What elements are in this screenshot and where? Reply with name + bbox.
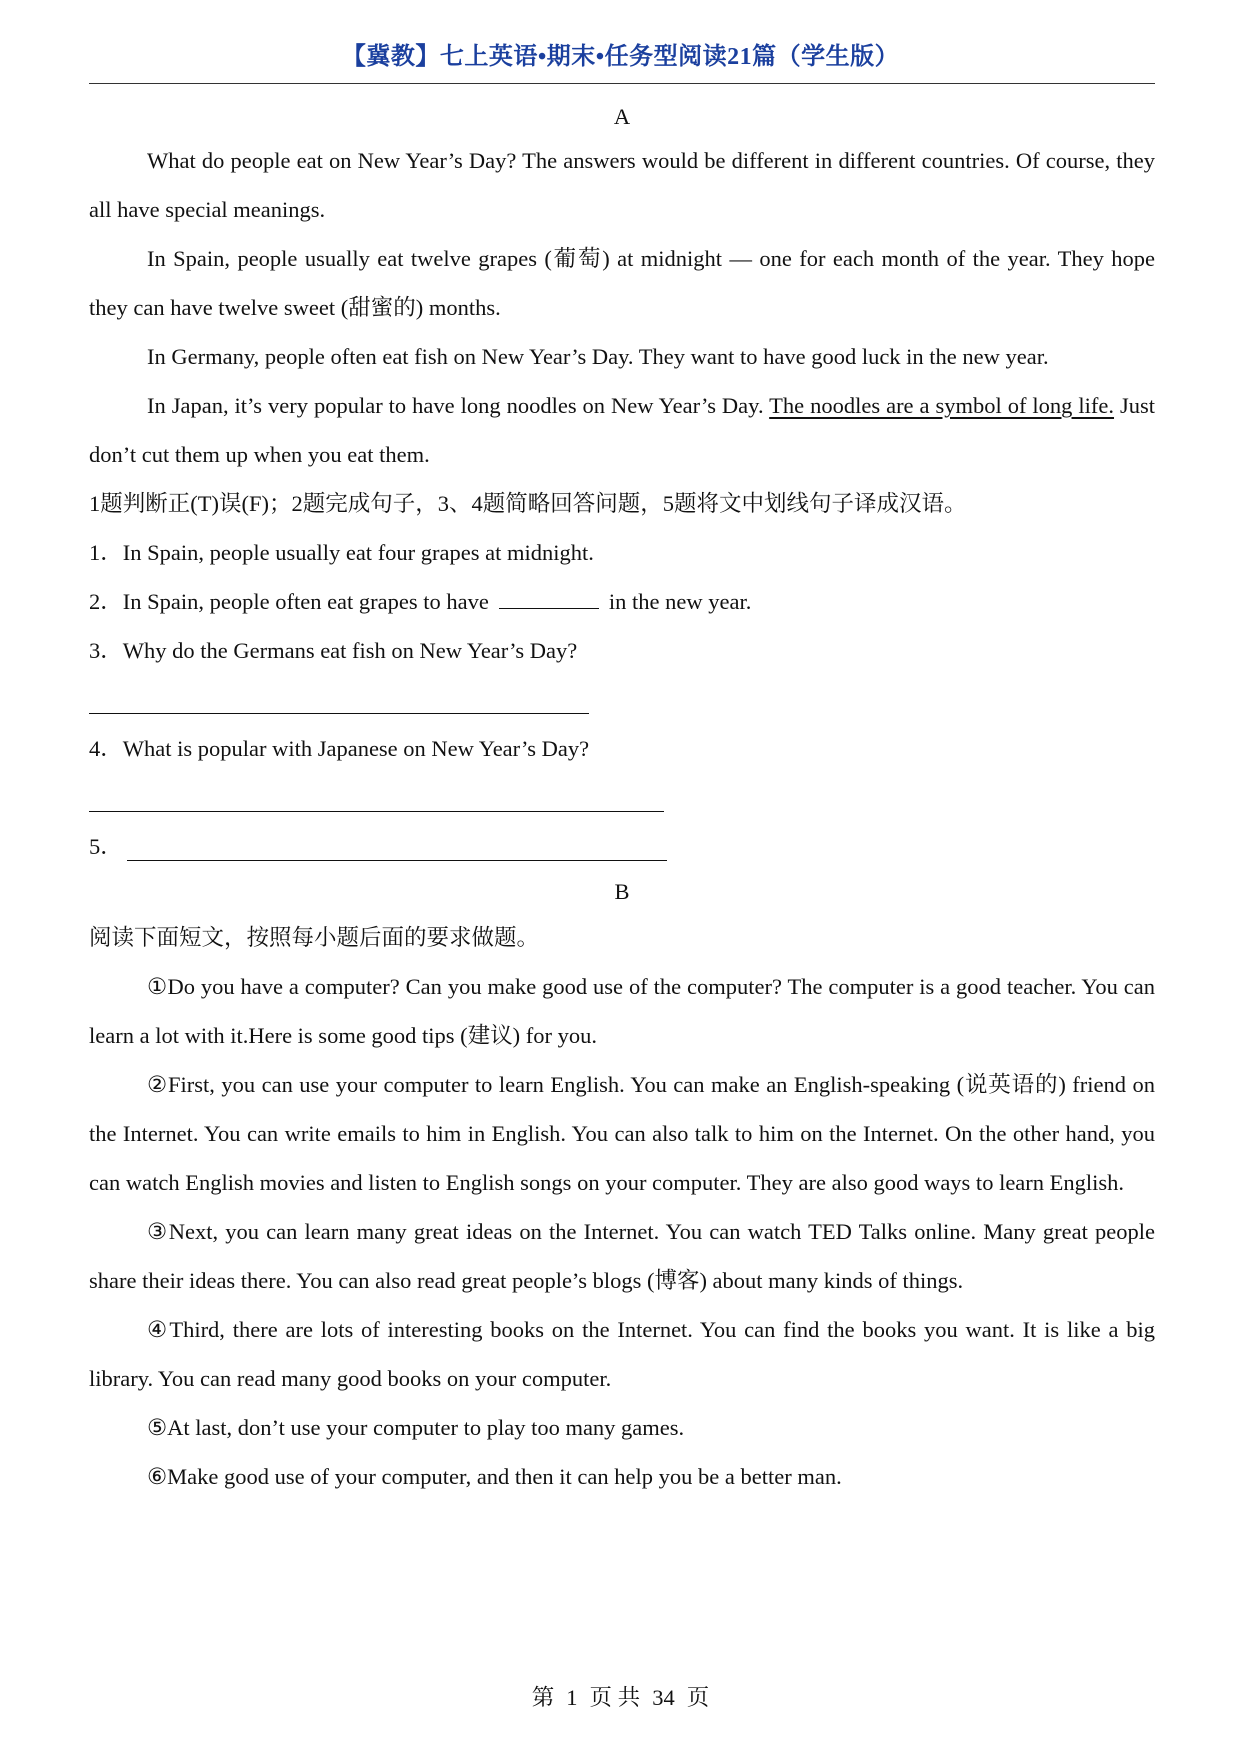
section-b-label: B: [614, 879, 630, 904]
document-content: [89, 98, 1155, 1501]
page-footer: [0, 1680, 1241, 1712]
section-a-paragraph-4: [89, 381, 1155, 479]
question-5-number: 5．: [89, 834, 123, 859]
question-4-answer-line[interactable]: [89, 773, 1155, 822]
section-b-paragraph-1: ①Do you have a computer? Can you make good use of the computer? The computer is a good teacher. You can learn a lot with it.Here is some good tips (建议) for you.: [89, 974, 1155, 1048]
section-b-paragraph-6: ⑥Make good use of your computer, and then it can help you be a better man.: [147, 1464, 842, 1489]
section-b-instructions: 阅读下面短文，按照每小题后面的要求做题。: [89, 925, 540, 950]
section-a-label: A: [613, 104, 631, 129]
footer-total-pages: 34: [652, 1685, 675, 1710]
question-2: [89, 577, 1155, 626]
question-4: 4．What is popular with Japanese on New Year’s Day?: [89, 736, 590, 761]
question-3-answer-line[interactable]: [89, 675, 1155, 724]
question-3: 3．Why do the Germans eat fish on New Year’s Day?: [89, 638, 578, 663]
section-b-paragraph-4: ④Third, there are lots of interesting books on the Internet. You can find the books you want. It is like a big library. You can read many good books on your computer.: [89, 1317, 1155, 1391]
footer-suffix: 页: [686, 1685, 710, 1710]
question-2-blank[interactable]: [499, 586, 599, 609]
question-2-before: 2．In Spain, people often eat grapes to have: [89, 589, 489, 614]
header-divider: [89, 83, 1155, 84]
section-a-paragraph-1: What do people eat on New Year’s Day? The answers would be different in different countries. Of course, they all have special meanings.: [89, 148, 1155, 222]
question-5: [89, 822, 1155, 871]
section-b-paragraph-3: ③Next, you can learn many great ideas on the Internet. You can watch TED Talks online. Many great people share their ideas there. You can also read great people’s blogs (博客) about many kinds of things.: [89, 1219, 1155, 1293]
section-a-instructions: 1题判断正(T)误(F)；2题完成句子，3、4题简略回答问题，5题将文中划线句子译成汉语。: [89, 491, 967, 516]
section-a-paragraph-3: In Germany, people often eat fish on New Year’s Day. They want to have good luck in the new year.: [147, 344, 1049, 369]
underlined-sentence: The noodles are a symbol of long life.: [769, 393, 1115, 418]
footer-page-number: 1: [566, 1685, 578, 1710]
question-1: 1．In Spain, people usually eat four grapes at midnight.: [89, 540, 594, 565]
para4-end: Just don’t cut them up when you eat them.: [89, 393, 1156, 467]
page-header-title: 【冀教】七上英语•期末•任务型阅读21篇（学生版）: [341, 44, 900, 70]
section-a-paragraph-2: In Spain, people usually eat twelve grapes (葡萄) at midnight — one for each month of the year. They hope they can have twelve sweet (甜蜜的) months.: [89, 246, 1155, 320]
footer-prefix: 第: [531, 1685, 555, 1710]
section-b-paragraph-5: ⑤At last, don’t use your computer to play too many games.: [147, 1415, 685, 1440]
section-b-paragraph-2: ②First, you can use your computer to learn English. You can make an English-speaking (说英语的) friend on the Internet. You can write emails to him in English. You can also talk to him on the Internet. On the other hand, you can watch English movies and listen to English songs on your computer. They are also good ways to learn English.: [89, 1072, 1155, 1195]
question-2-after: in the new year.: [608, 589, 752, 614]
para4-start: In Japan, it’s very popular to have long noodles on New Year’s Day.: [147, 393, 770, 418]
question-5-answer-line[interactable]: [127, 860, 667, 861]
footer-middle: 页 共: [589, 1685, 641, 1710]
